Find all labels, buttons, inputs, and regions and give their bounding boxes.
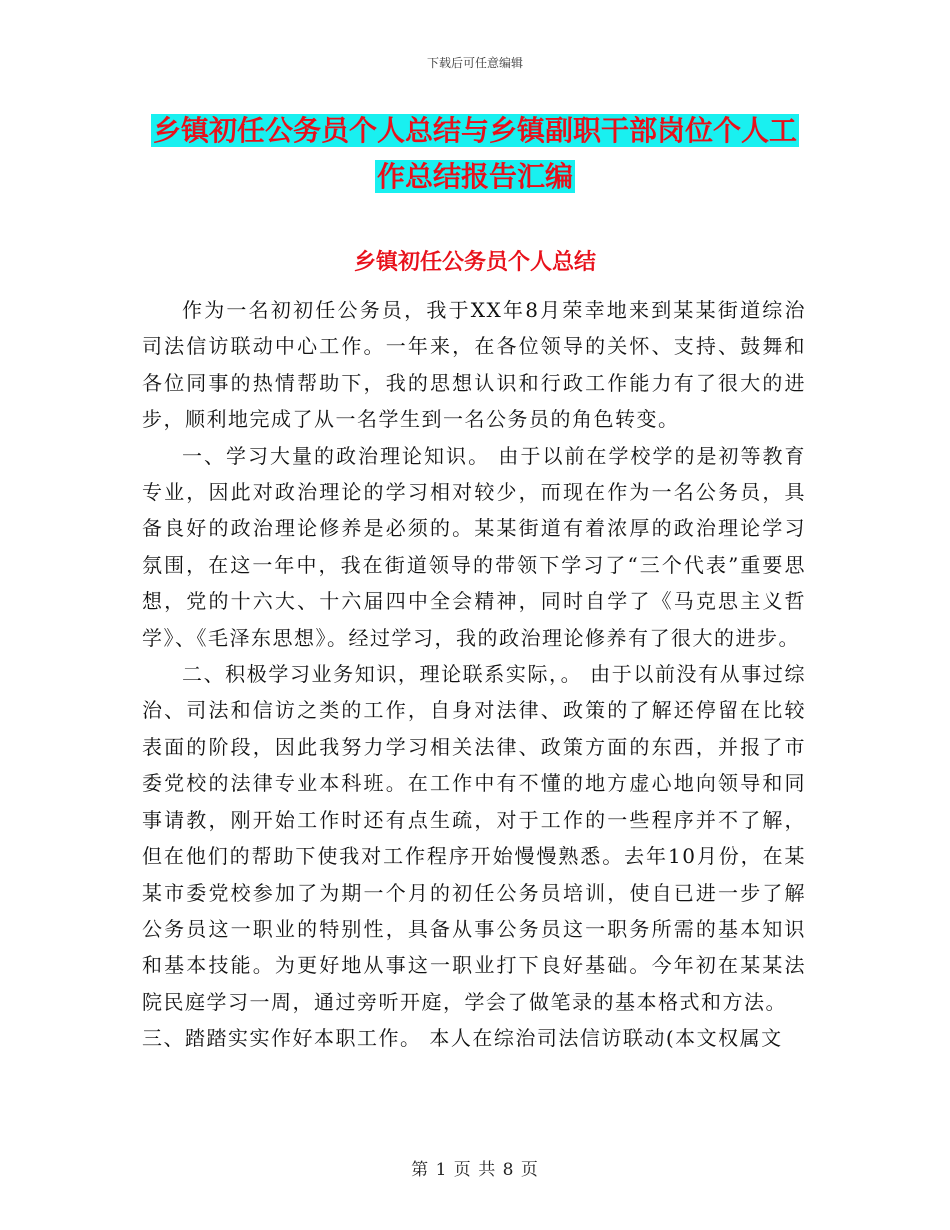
paragraph-duty: 三、踏踏实实作好本职工作。 本人在综治司法信访联动(本文权属文 xyxy=(142,1026,783,1051)
document-title xyxy=(140,108,810,200)
body-text xyxy=(142,292,806,1057)
document-title-line-1: 乡镇初任公务员个人总结与乡镇副职干部岗位个人工 xyxy=(152,114,797,147)
document-title-line-2: 作总结报告汇编 xyxy=(376,160,573,193)
header-note: 下载后可任意编辑 xyxy=(426,56,523,70)
section-title: 乡镇初任公务员个人总结 xyxy=(353,250,596,275)
paragraph-business-knowledge: 二、积极学习业务知识，理论联系实际，。 由于以前没有从事过综治、司法和信访之类的工作，自身对法律、政策的了解还停留在比较表面的阶段，因此我努力学习相关法律、政策方面的东西，并报了市委党校的法律专业本科班。在工作中有不懂的地方虚心地向领导和同事请教，刚开始工作时还有点生疏，对于工作的一些程序并不了解，但在他们的帮助下使我对工作程序开始慢慢熟悉。去年10月份，在某某市委党校参加了为期一个月的初任公务员培训，使自已进一步了解公务员这一职业的特别性，具备从事公务员这一职务所需的基本知识和基本技能。为更好地从事这一职业打下良好基础。今年初在某某法院民庭学习一周，通过旁听开庭，学会了做笔录的基本格式和方法。 xyxy=(142,662,806,1014)
paragraph-intro: 作为一名初初任公务员，我于XX年8月荣幸地来到某某街道综治司法信访联动中心工作。一年来，在各位领导的关怀、支持、鼓舞和各位同事的热情帮助下，我的思想认识和行政工作能力有了很大的进步，顺利地完成了从一名学生到一名公务员的角色转变。 xyxy=(142,298,806,432)
page-footer: 第 1 页 共 8 页 xyxy=(411,1160,539,1180)
paragraph-political-theory: 一、学习大量的政治理论知识。 由于以前在学校学的是初等教育专业，因此对政治理论的学习相对较少，而现在作为一名公务员，具备良好的政治理论修养是必须的。某某街道有着浓厚的政治理论学习氛围，在这一年中，我在街道领导的带领下学习了“三个代表”重要思想，党的十六大、十六届四中全会精神，同时自学了《马克思主义哲学》、《毛泽东思想》。经过学习，我的政治理论修养有了很大的进步。 xyxy=(142,443,806,650)
